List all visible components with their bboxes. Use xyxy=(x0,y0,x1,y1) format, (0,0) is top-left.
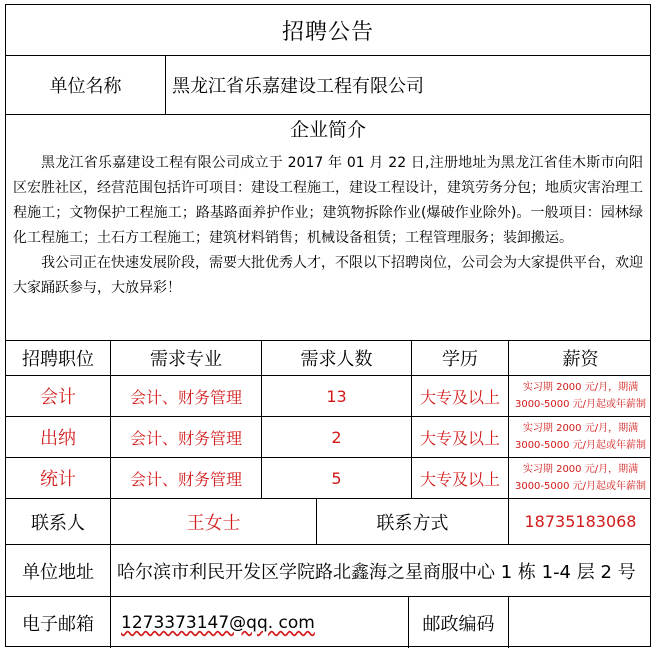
email-label: 电子邮箱 xyxy=(22,613,94,635)
table-row xyxy=(6,416,650,457)
salary-line: 3000-5000 元/月起或年薪制 xyxy=(514,440,647,451)
contact-method-label: 联系方式 xyxy=(316,499,508,544)
position-cell: 会计 xyxy=(40,387,76,408)
count-cell: 13 xyxy=(261,376,411,416)
title-row xyxy=(6,5,650,55)
salary-cell xyxy=(508,417,652,457)
postal-code-label: 邮政编码 xyxy=(408,597,508,648)
announcement-table xyxy=(5,4,651,647)
address-label: 单位地址 xyxy=(22,561,94,583)
salary-line: 实习期 2000 元/月，期满 xyxy=(522,423,639,434)
email-row xyxy=(6,596,650,648)
header-count: 需求人数 xyxy=(261,341,411,375)
table-row xyxy=(6,375,650,416)
email-text: 1273373147@qq. com xyxy=(121,612,315,633)
company-name-value: 黑龙江省乐嘉建设工程有限公司 xyxy=(165,56,652,114)
table-row xyxy=(6,457,650,498)
header-major: 需求专业 xyxy=(110,341,261,375)
salary-line: 3000-5000 元/月起或年薪制 xyxy=(514,481,647,492)
contact-person-value: 王女士 xyxy=(110,499,316,544)
company-row xyxy=(6,55,650,114)
table-header-row xyxy=(6,340,650,375)
major-cell: 会计、财务管理 xyxy=(110,417,261,457)
major-cell: 会计、财务管理 xyxy=(110,458,261,498)
position-cell: 出纳 xyxy=(40,428,76,449)
education-cell: 大专及以上 xyxy=(411,417,508,457)
address-row xyxy=(6,544,650,596)
company-intro xyxy=(6,114,650,340)
salary-line: 3000-5000 元/月起或年薪制 xyxy=(514,399,647,410)
salary-line: 实习期 2000 元/月，期满 xyxy=(522,382,639,393)
intro-paragraph: 黑龙江省乐嘉建设工程有限公司成立于 2017 年 01 月 22 日,注册地址为黑龙江省佳木斯市向阳区宏胜社区，经营范围包括许可项目：建设工程施工，建设工程设计，建筑劳务分包；地质灾害治理工程施工；文物保护工程施工；路基路面养护作业；建筑物拆除作业(爆破作业除外)。一般项目：园林绿化工程施工；土石方工程施工；建筑材料销售；机械设备租赁；工程管理服务；装卸搬运。 xyxy=(13,155,643,246)
count-cell: 2 xyxy=(261,417,411,457)
education-cell: 大专及以上 xyxy=(411,376,508,416)
intro-heading: 企业简介 xyxy=(289,119,366,141)
intro-paragraph: 我公司正在快速发展阶段，需要大批优秀人才，不限以下招聘岗位，公司会为大家提供平台，欢迎大家踊跃参与，大放异彩！ xyxy=(13,255,643,296)
email-value xyxy=(110,597,408,648)
address-value: 哈尔滨市利民开发区学院路北鑫海之星商服中心 1 栋 1-4 层 2 号 xyxy=(110,545,652,596)
major-cell: 会计、财务管理 xyxy=(110,376,261,416)
contact-row xyxy=(6,498,650,544)
salary-cell xyxy=(508,376,652,416)
education-cell: 大专及以上 xyxy=(411,458,508,498)
company-name-label: 单位名称 xyxy=(49,76,122,97)
count-cell: 5 xyxy=(261,458,411,498)
header-position: 招聘职位 xyxy=(22,349,94,370)
postal-code-value xyxy=(508,597,652,648)
intro-body xyxy=(13,151,643,301)
salary-line: 实习期 2000 元/月，期满 xyxy=(522,464,639,475)
header-salary: 薪资 xyxy=(508,341,652,375)
salary-cell xyxy=(508,458,652,498)
header-education: 学历 xyxy=(411,341,508,375)
page-title: 招聘公告 xyxy=(281,19,374,45)
contact-phone: 18735183068 xyxy=(508,499,652,544)
contact-person-label: 联系人 xyxy=(31,512,85,534)
position-cell: 统计 xyxy=(40,469,76,490)
